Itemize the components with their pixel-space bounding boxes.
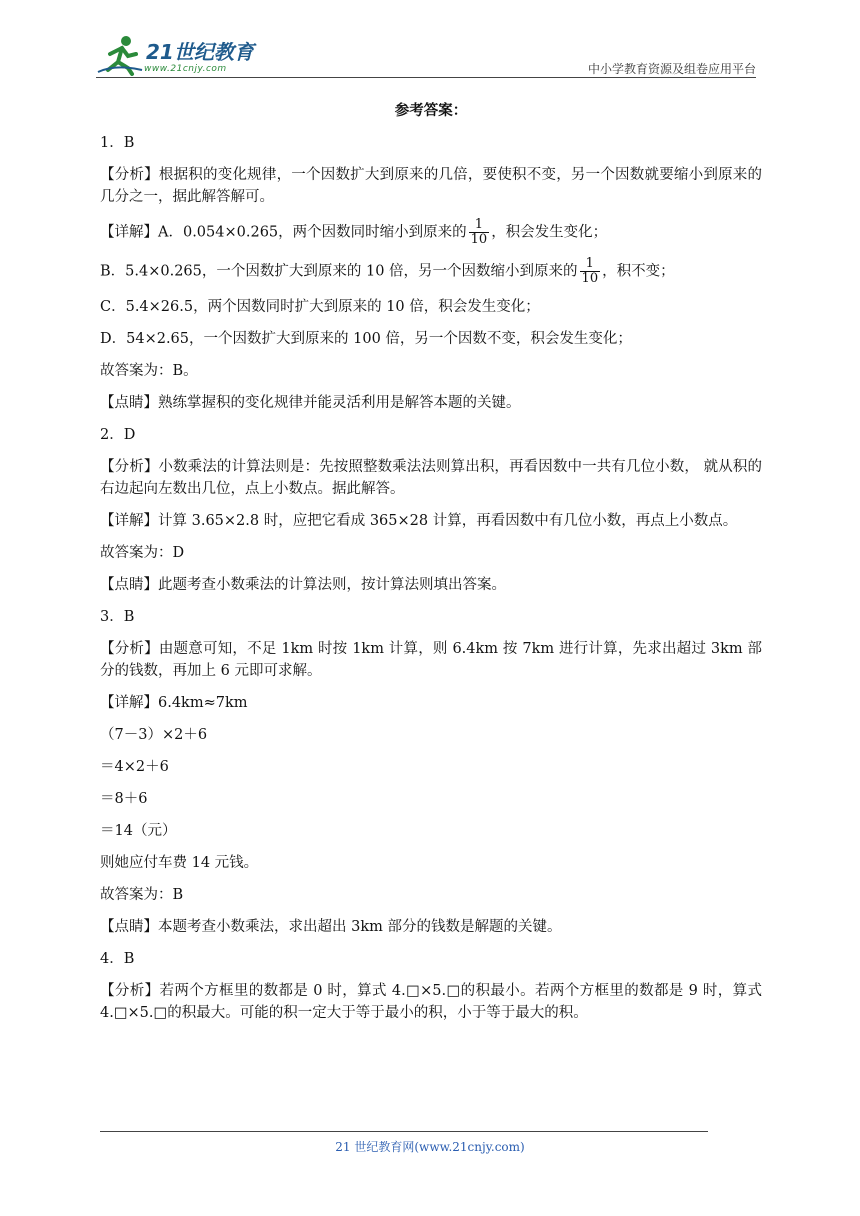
detail-text: ，积会发生变化； bbox=[491, 224, 608, 241]
calculation-line: ＝14（元） bbox=[100, 823, 177, 839]
document-body bbox=[100, 96, 762, 1024]
calculation-line: ＝8＋6 bbox=[100, 791, 148, 807]
analysis-paragraph: 【分析】若两个方框里的数都是 0 时，算式 4.□×5.□的积最小。若两个方框里的数都是 9 时，算式 4.□×5.□的积最大。可能的积一定大于等于最小的积，小于等于最大的积。 bbox=[100, 983, 762, 1021]
fraction bbox=[469, 218, 490, 247]
fraction-denominator: 10 bbox=[470, 232, 488, 247]
fraction-numerator: 1 bbox=[580, 257, 601, 272]
detail-line bbox=[100, 208, 762, 247]
detail-text: 【详解】A．0.054×0.265，两个因数同时缩小到原来的 bbox=[100, 224, 467, 241]
conclusion-line: 则她应付车费 14 元钱。 bbox=[100, 855, 259, 871]
answer-line: 故答案为：B。 bbox=[100, 363, 198, 379]
header-platform-text: 中小学教育资源及组卷应用平台 bbox=[587, 62, 756, 76]
fraction-denominator: 10 bbox=[581, 271, 599, 286]
calculation-line: ＝4×2＋6 bbox=[100, 759, 169, 775]
key-point-line: 【点睛】熟练掌握积的变化规律并能灵活利用是解答本题的关键。 bbox=[100, 395, 521, 411]
calculation-line: （7－3）×2＋6 bbox=[100, 727, 208, 743]
detail-line: D．54×2.65，一个因数扩大到原来的 100 倍，另一个因数不变，积会发生变化； bbox=[100, 331, 632, 347]
site-logo[interactable] bbox=[96, 34, 266, 76]
answer-line: 故答案为：D bbox=[100, 545, 185, 561]
key-point-line: 【点睛】本题考查小数乘法，求出超出 3km 部分的钱数是解题的关键。 bbox=[100, 919, 562, 935]
detail-text: ，积不变； bbox=[602, 263, 675, 280]
question-number: 1．B bbox=[100, 135, 135, 151]
fraction bbox=[580, 257, 601, 286]
analysis-paragraph: 【分析】根据积的变化规律，一个因数扩大到原来的几倍，要使积不变，另一个因数就要缩小到原来的几分之一，据此解答解可。 bbox=[100, 167, 762, 205]
runner-logo-icon bbox=[96, 34, 144, 76]
logo-url: www.21cnjy.com bbox=[144, 64, 227, 74]
question-number: 2．D bbox=[100, 427, 136, 443]
logo-text: 21世纪教育 bbox=[146, 40, 254, 64]
footer-divider bbox=[100, 1131, 708, 1132]
fraction-numerator: 1 bbox=[469, 218, 490, 233]
key-point-line: 【点睛】此题考查小数乘法的计算法则，按计算法则填出答案。 bbox=[100, 577, 506, 593]
analysis-paragraph: 【分析】由题意可知，不足 1km 时按 1km 计算，则 6.4km 按 7km 进行计算，先求出超过 3km 部分的钱数，再加上 6 元即可求解。 bbox=[100, 641, 762, 679]
question-number: 3．B bbox=[100, 609, 135, 625]
detail-line bbox=[100, 247, 762, 286]
page-header bbox=[96, 30, 756, 78]
question-number: 4．B bbox=[100, 951, 135, 967]
detail-line: 【详解】计算 3.65×2.8 时，应把它看成 365×28 计算，再看因数中有几位小数，再点上小数点。 bbox=[100, 513, 738, 529]
analysis-paragraph: 【分析】小数乘法的计算法则是：先按照整数乘法法则算出积，再看因数中一共有几位小数， 就从积的右边起向左数出几位，点上小数点。据此解答。 bbox=[100, 459, 762, 497]
answer-line: 故答案为：B bbox=[100, 887, 184, 903]
detail-text: B．5.4×0.265，一个因数扩大到原来的 10 倍，另一个因数缩小到原来的 bbox=[100, 263, 578, 280]
detail-line: C．5.4×26.5，两个因数同时扩大到原来的 10 倍，积会发生变化； bbox=[100, 299, 540, 315]
page-title: 参考答案： bbox=[394, 102, 468, 119]
footer-link[interactable]: 21 世纪教育网(www.21cnjy.com) bbox=[335, 1140, 525, 1154]
header-divider bbox=[96, 77, 756, 78]
detail-line: 【详解】6.4km≈7km bbox=[100, 695, 248, 711]
